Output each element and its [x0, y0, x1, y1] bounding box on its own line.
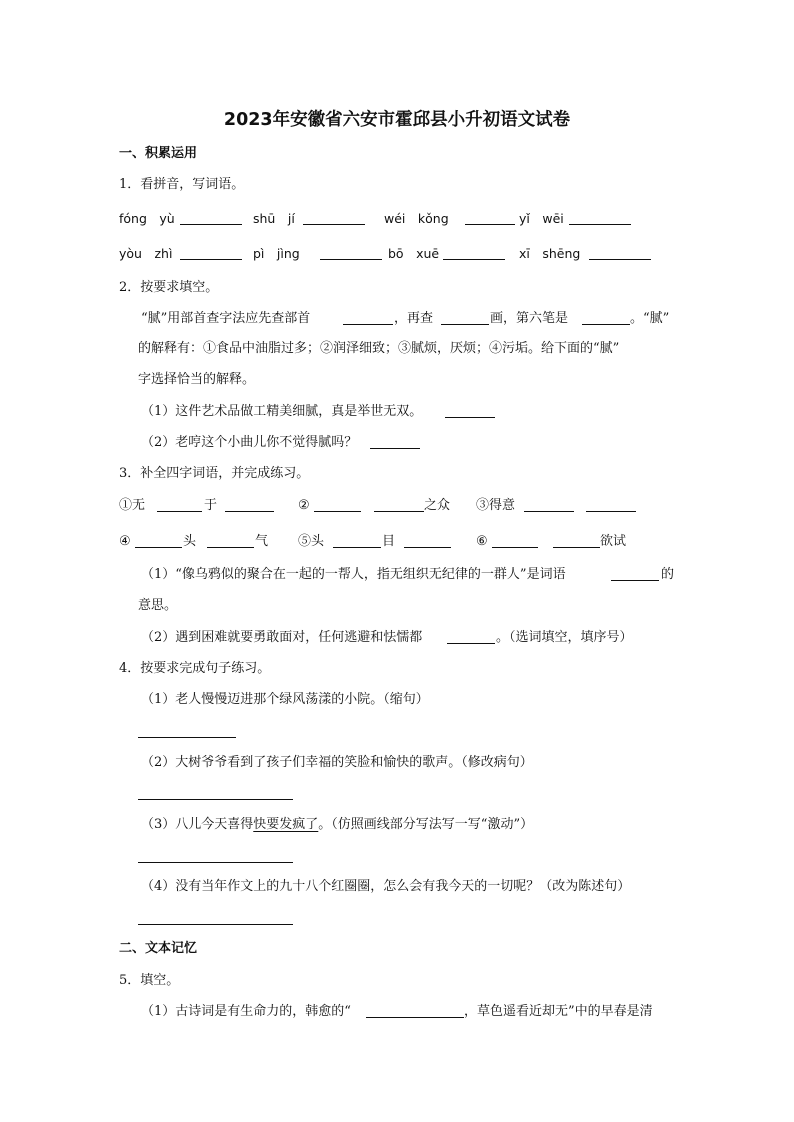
- answer-blank[interactable]: [370, 448, 420, 449]
- question-text: 字选择恰当的解释。: [138, 372, 256, 387]
- idiom-text: ④: [119, 534, 131, 549]
- pinyin-item: yòu zhì: [119, 246, 173, 261]
- sub-question-part: 。（仿照画线部分写法写一写“激动”）: [318, 817, 534, 832]
- idiom-text: ①无: [119, 498, 146, 513]
- answer-blank[interactable]: [343, 324, 393, 325]
- section-2-label: 二、文本记忆: [119, 941, 198, 956]
- idiom-row-2: [0, 530, 794, 554]
- answer-line[interactable]: [138, 737, 236, 738]
- question-5: [0, 969, 794, 993]
- answer-blank[interactable]: [366, 1017, 464, 1018]
- sub-question: [0, 1000, 794, 1024]
- idiom-text: ②: [298, 498, 310, 513]
- sub-question-text: 的: [661, 567, 675, 582]
- idiom-text: 之众: [424, 498, 451, 513]
- idiom-text: 头: [183, 534, 197, 549]
- pinyin-item: wéi kǒng: [384, 211, 449, 226]
- answer-blank[interactable]: [404, 547, 451, 548]
- pinyin-item: pì jìng: [253, 246, 300, 261]
- pinyin-item: xī shēng: [519, 246, 581, 261]
- answer-blank[interactable]: [569, 224, 631, 225]
- sub-question: [0, 431, 794, 455]
- page-title: 2023年安徽省六安市霍邱县小升初语文试卷: [223, 110, 571, 130]
- sub-question-text: （1）“像乌鸦似的聚合在一起的一帮人，指无组织无纪律的一群人”是词语: [141, 567, 566, 582]
- sub-question-text: （2）老哼这个小曲儿你不觉得腻吗？: [141, 435, 358, 450]
- question-1-label: 1．看拼音，写词语。: [119, 177, 245, 192]
- question-text: 的解释有：①食品中油脂过多；②润泽细致；③腻烦，厌烦；④污垢。给下面的“腻”: [138, 341, 620, 356]
- sub-question: [0, 875, 794, 899]
- answer-blank[interactable]: [180, 259, 242, 260]
- answer-blank[interactable]: [180, 224, 242, 225]
- section-heading-2: [0, 937, 794, 961]
- sub-question-text: （2）遇到困难就要勇敢面对，任何逃避和怯懦都: [141, 630, 423, 645]
- question-1: [0, 173, 794, 197]
- sub-question-text: （2）大树爷爷看到了孩子们幸福的笑脸和愉快的歌声。（修改病句）: [141, 755, 533, 770]
- question-2-text: [0, 337, 794, 361]
- idiom-text: ③得意: [476, 498, 516, 513]
- question-3-label: 3．补全四字词语，并完成练习。: [119, 466, 310, 481]
- question-text: ，再查: [394, 311, 434, 326]
- question-text: 画，第六笔是: [490, 311, 569, 326]
- sub-question-text: （1）古诗词是有生命力的，韩愈的“: [141, 1004, 351, 1019]
- question-3: [0, 462, 794, 486]
- pinyin-item: shū jí: [253, 211, 295, 226]
- question-4-label: 4．按要求完成句子练习。: [119, 661, 271, 676]
- answer-blank[interactable]: [225, 511, 274, 512]
- pinyin-item: yǐ wēi: [519, 211, 564, 226]
- answer-blank[interactable]: [314, 511, 361, 512]
- question-4: [0, 657, 794, 681]
- question-text: “腻”用部首查字法应先查部首: [141, 311, 311, 326]
- sub-question-part: （3）八儿今天喜得: [141, 817, 254, 832]
- underlined-phrase: 快要发疯了: [253, 817, 319, 832]
- answer-blank[interactable]: [582, 324, 630, 325]
- answer-blank[interactable]: [207, 547, 254, 548]
- answer-blank[interactable]: [443, 259, 505, 260]
- sub-question: [0, 400, 794, 424]
- answer-blank[interactable]: [135, 547, 182, 548]
- idiom-text: ⑤头: [298, 534, 325, 549]
- question-5-label: 5．填空。: [119, 973, 180, 988]
- section-1-label: 一、积累运用: [119, 146, 198, 161]
- sub-question-text: （1）老人慢慢迈进那个绿风荡漾的小院。（缩句）: [141, 692, 429, 707]
- sub-question-text: ，草色遥看近却无”中的早春是清: [464, 1004, 653, 1019]
- idiom-text: 于: [204, 498, 218, 513]
- sub-question: [0, 563, 794, 587]
- pinyin-item: fóng yù: [119, 211, 175, 226]
- answer-blank[interactable]: [441, 324, 489, 325]
- answer-blank[interactable]: [611, 580, 659, 581]
- pinyin-row-2: [0, 242, 794, 266]
- sub-question-text: 。（选词填空，填序号）: [496, 630, 633, 645]
- idiom-text: 气: [255, 534, 269, 549]
- question-text: 。“腻”: [630, 311, 670, 326]
- idiom-text: 目: [382, 534, 396, 549]
- answer-blank[interactable]: [524, 511, 574, 512]
- sub-question-cont: [0, 594, 794, 618]
- answer-blank[interactable]: [492, 547, 538, 548]
- sub-question-text: （4）没有当年作文上的九十八个红圈圈，怎么会有我今天的一切呢？（改为陈述句）: [141, 879, 631, 894]
- sub-question: [0, 751, 794, 775]
- question-2: [0, 276, 794, 300]
- sub-question: [0, 626, 794, 650]
- answer-blank[interactable]: [445, 417, 495, 418]
- answer-blank[interactable]: [333, 547, 381, 548]
- answer-blank[interactable]: [586, 511, 636, 512]
- pinyin-item: bō xuē: [388, 246, 440, 261]
- section-heading-1: [0, 142, 794, 166]
- sub-question-text: （1）这件艺术品做工精美细腻，真是举世无双。: [141, 404, 423, 419]
- sub-question: [0, 688, 794, 712]
- answer-line[interactable]: [138, 924, 293, 925]
- idiom-text: ⑥: [476, 534, 488, 549]
- answer-blank[interactable]: [374, 511, 424, 512]
- sub-question-text: 意思。: [138, 598, 178, 613]
- answer-line[interactable]: [138, 799, 293, 800]
- answer-blank[interactable]: [303, 224, 365, 225]
- answer-blank[interactable]: [465, 224, 515, 225]
- question-2-text: [0, 368, 794, 392]
- sub-question-text: [141, 813, 533, 837]
- answer-blank[interactable]: [553, 547, 600, 548]
- pinyin-row-1: [0, 207, 794, 231]
- answer-blank[interactable]: [320, 259, 382, 260]
- idiom-text: 欲试: [600, 534, 627, 549]
- question-2-label: 2．按要求填空。: [119, 280, 219, 295]
- idiom-row-1: [0, 494, 794, 518]
- answer-blank[interactable]: [589, 259, 651, 260]
- answer-blank[interactable]: [447, 643, 495, 644]
- answer-blank[interactable]: [157, 511, 202, 512]
- question-2-text: [0, 307, 794, 331]
- sub-question: [0, 813, 794, 837]
- answer-line[interactable]: [138, 862, 293, 863]
